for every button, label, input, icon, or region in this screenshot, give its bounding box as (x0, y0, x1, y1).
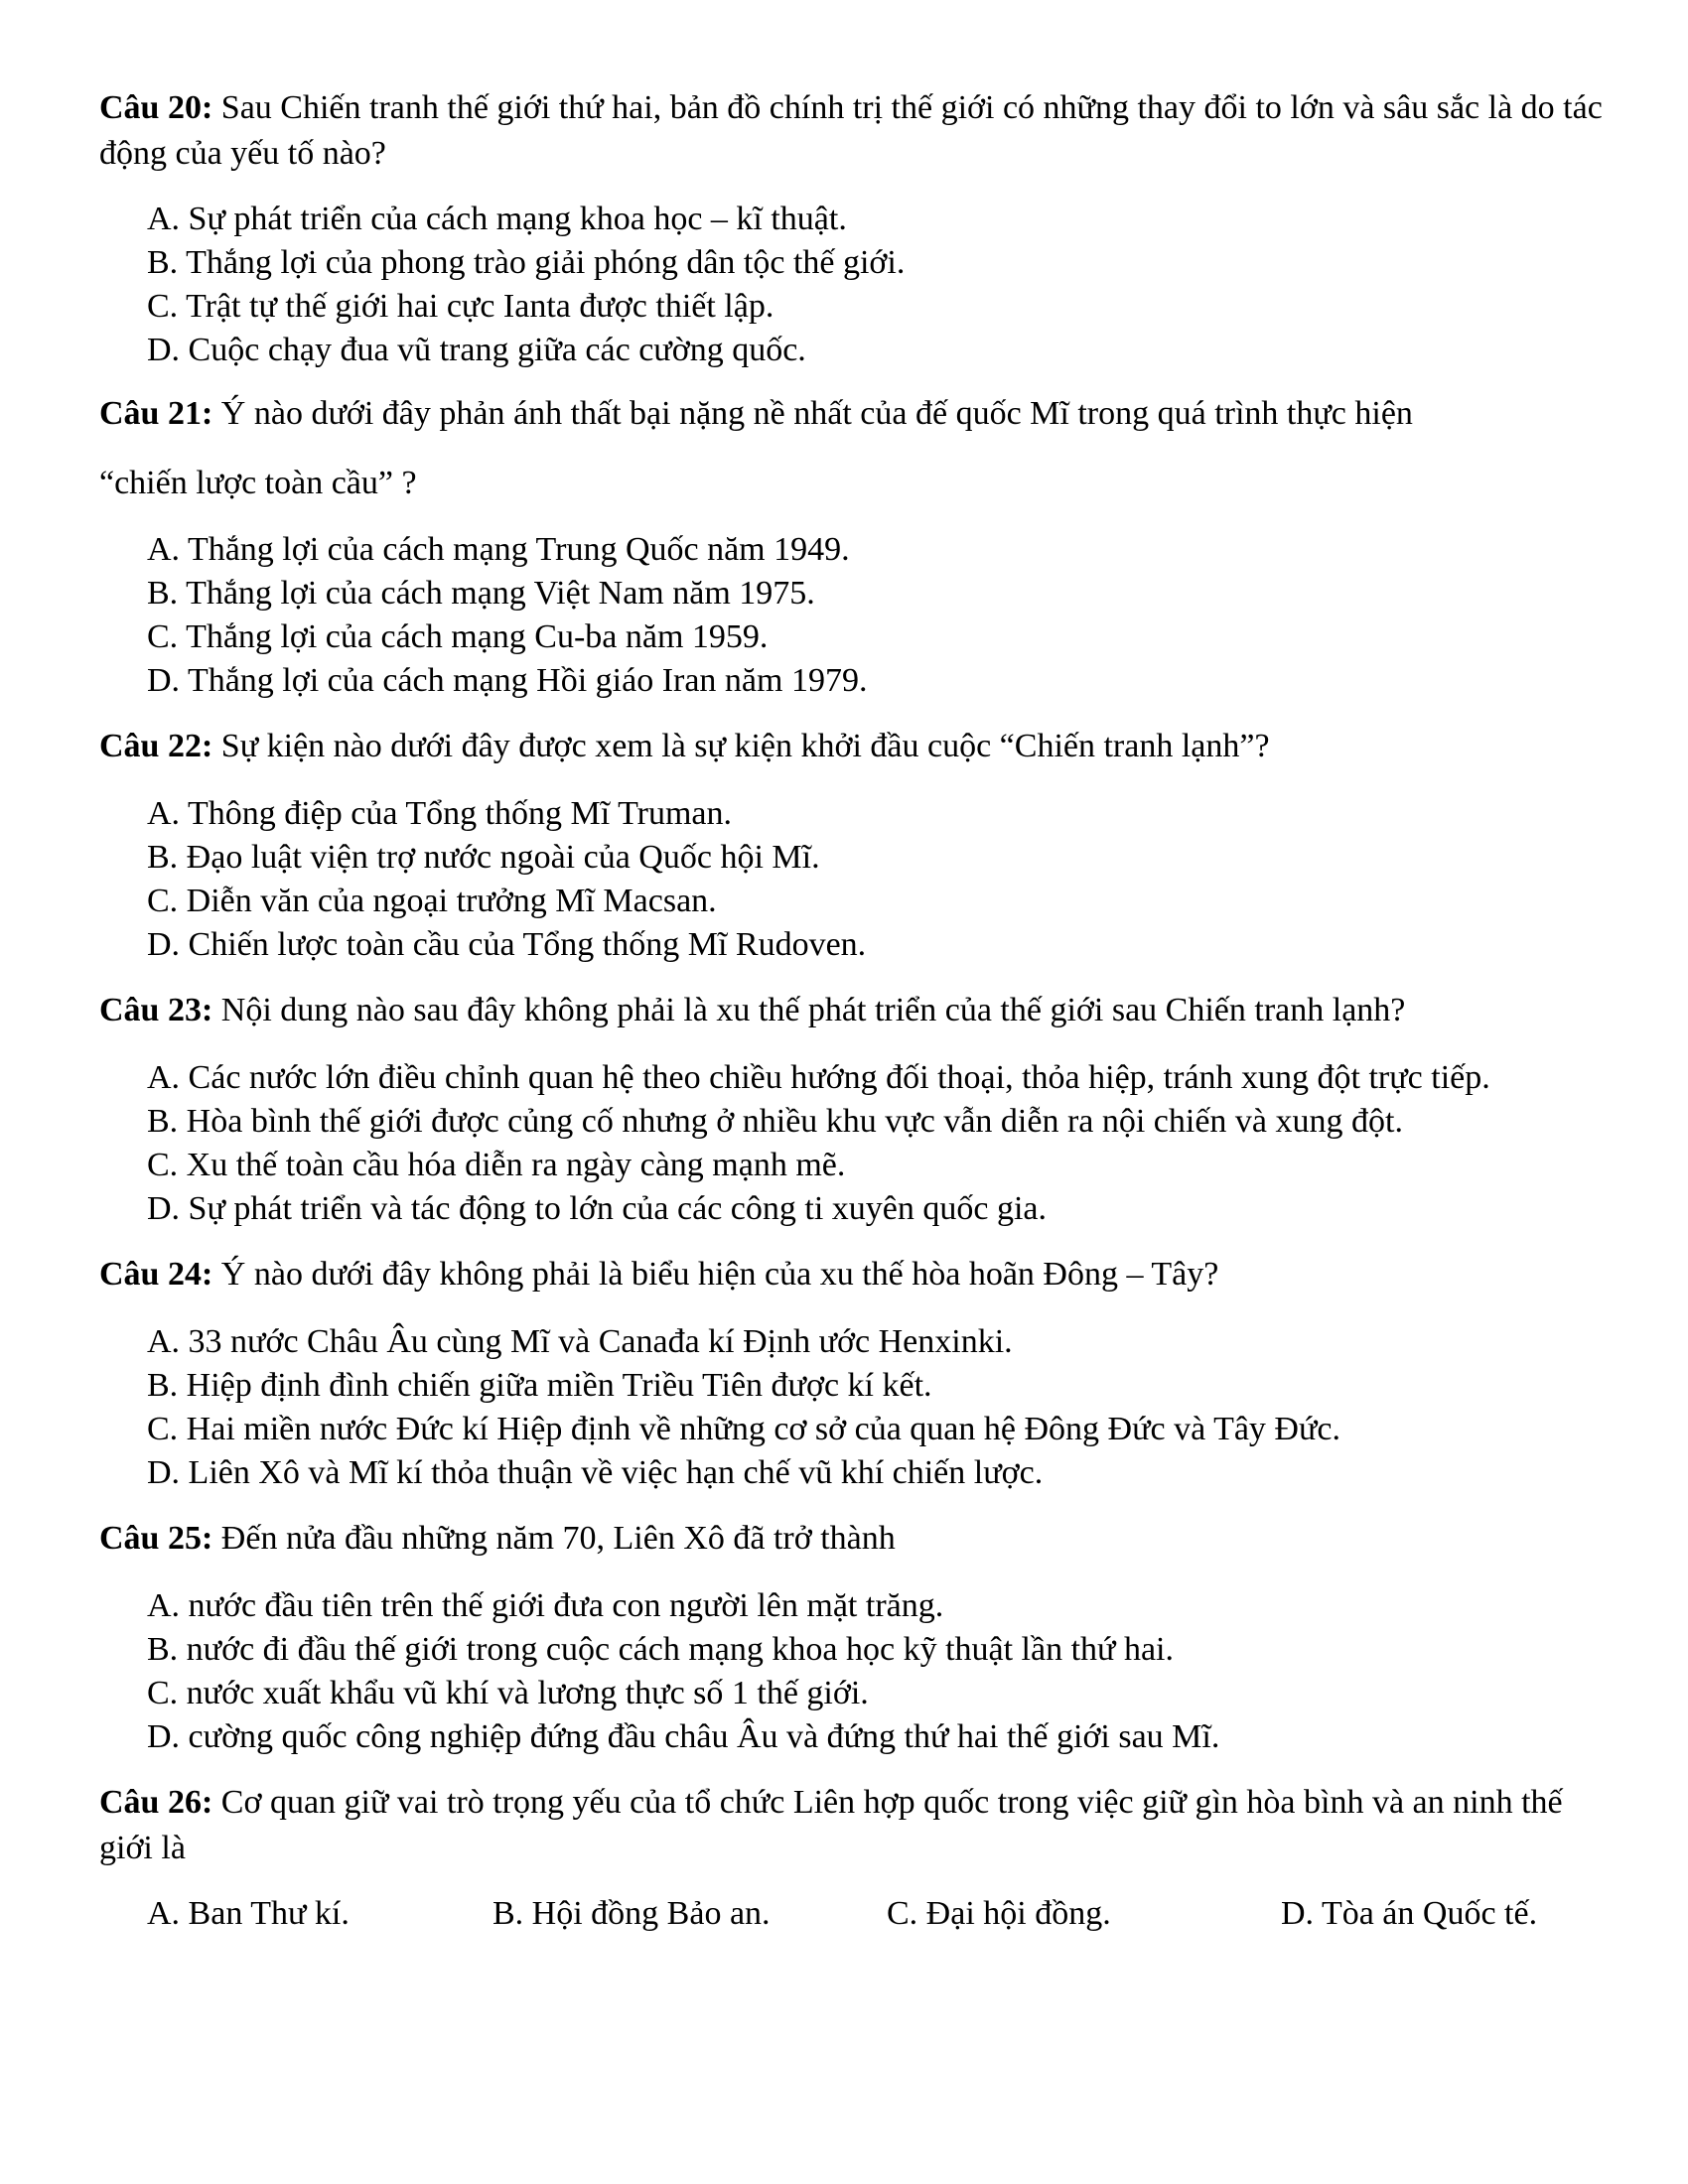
question-24-option-c: C. Hai miền nước Đức kí Hiệp định về những cơ sở của quan hệ Đông Đức và Tây Đức. (147, 1411, 1341, 1447)
question-26-stem (99, 1780, 1609, 1871)
question-25-option-c: C. nước xuất khẩu vũ khí và lương thực số 1 thế giới. (147, 1675, 869, 1711)
question-24-option-d: D. Liên Xô và Mĩ kí thỏa thuận về việc hạn chế vũ khí chiến lược. (147, 1454, 1044, 1491)
question-20-option-d: D. Cuộc chạy đua vũ trang giữa các cường quốc. (147, 332, 806, 368)
question-22-option-c: C. Diễn văn của ngoại trưởng Mĩ Macsan. (147, 883, 717, 919)
question-22-option-b: B. Đạo luật viện trợ nước ngoài của Quốc hội Mĩ. (147, 839, 820, 876)
question-text: Ý nào dưới đây không phải là biểu hiện của xu thế hòa hoãn Đông – Tây? (220, 1256, 1219, 1293)
question-24-option-a: A. 33 nước Châu Âu cùng Mĩ và Canađa kí Định ước Henxinki. (147, 1323, 1013, 1360)
question-26-option-b: B. Hội đồng Bảo an. (492, 1895, 771, 1932)
question-23-option-c: C. Xu thế toàn cầu hóa diễn ra ngày càng mạnh mẽ. (147, 1147, 846, 1183)
question-number: Câu 21: (99, 395, 213, 432)
question-25-option-d: D. cường quốc công nghiệp đứng đầu châu Âu và đứng thứ hai thế giới sau Mĩ. (147, 1718, 1220, 1755)
question-21-option-c: C. Thắng lợi của cách mạng Cu-ba năm 1959. (147, 618, 769, 655)
question-24-option-b: B. Hiệp định đình chiến giữa miền Triều Tiên được kí kết. (147, 1367, 932, 1404)
question-20-option-a: A. Sự phát triển của cách mạng khoa học – kĩ thuật. (147, 201, 847, 237)
question-23-option-a: A. Các nước lớn điều chỉnh quan hệ theo chiều hướng đối thoại, thỏa hiệp, tránh xung đột trực tiếp. (147, 1059, 1490, 1096)
question-number: Câu 20: (99, 89, 213, 126)
question-20-stem (99, 85, 1609, 177)
question-23-option-d: D. Sự phát triển và tác động to lớn của các công ti xuyên quốc gia. (147, 1190, 1047, 1227)
question-20-option-b: B. Thắng lợi của phong trào giải phóng dân tộc thế giới. (147, 244, 906, 281)
question-22-stem (99, 724, 1609, 769)
question-26-option-c: C. Đại hội đồng. (887, 1895, 1111, 1932)
question-number: Câu 25: (99, 1520, 213, 1557)
question-21-option-a: A. Thắng lợi của cách mạng Trung Quốc năm 1949. (147, 531, 850, 568)
question-text: Nội dung nào sau đây không phải là xu thế phát triển của thế giới sau Chiến tranh lạnh? (220, 992, 1406, 1028)
question-text: Ý nào dưới đây phản ánh thất bại nặng nề nhất của đế quốc Mĩ trong quá trình thực hiện (220, 395, 1413, 432)
question-21-stem-line2: “chiến lược toàn cầu” ? (99, 465, 417, 501)
question-21-option-b: B. Thắng lợi của cách mạng Việt Nam năm 1975. (147, 575, 815, 612)
question-number: Câu 26: (99, 1784, 213, 1821)
question-25-option-b: B. nước đi đầu thế giới trong cuộc cách mạng khoa học kỹ thuật lần thứ hai. (147, 1631, 1174, 1668)
question-text: Đến nửa đầu những năm 70, Liên Xô đã trở thành (220, 1520, 896, 1557)
question-25-stem (99, 1516, 1609, 1562)
question-number: Câu 24: (99, 1256, 213, 1293)
question-23-stem (99, 988, 1609, 1033)
question-text: Sự kiện nào dưới đây được xem là sự kiện khởi đầu cuộc “Chiến tranh lạnh”? (220, 728, 1270, 764)
question-24-stem (99, 1252, 1609, 1297)
question-22-option-a: A. Thông điệp của Tổng thống Mĩ Truman. (147, 795, 733, 832)
question-25-option-a: A. nước đầu tiên trên thế giới đưa con người lên mặt trăng. (147, 1587, 944, 1624)
question-26-option-d: D. Tòa án Quốc tế. (1281, 1895, 1538, 1932)
question-21-option-d: D. Thắng lợi của cách mạng Hồi giáo Iran năm 1979. (147, 662, 868, 699)
question-text: Sau Chiến tranh thế giới thứ hai, bản đồ chính trị thế giới có những thay đổi to lớn và sâu sắc là do tác động của yếu tố nào? (99, 89, 1603, 172)
question-20-option-c: C. Trật tự thế giới hai cực Ianta được thiết lập. (147, 288, 774, 325)
question-23-option-b: B. Hòa bình thế giới được củng cố nhưng ở nhiều khu vực vẫn diễn ra nội chiến và xung đột. (147, 1103, 1403, 1140)
question-text: Cơ quan giữ vai trò trọng yếu của tổ chức Liên hợp quốc trong việc giữ gìn hòa bình và an ninh thế giới là (99, 1784, 1563, 1866)
question-number: Câu 23: (99, 992, 213, 1028)
question-number: Câu 22: (99, 728, 213, 764)
question-26-option-a: A. Ban Thư kí. (147, 1895, 350, 1932)
question-22-option-d: D. Chiến lược toàn cầu của Tổng thống Mĩ Rudoven. (147, 926, 867, 963)
question-21-stem (99, 391, 1609, 437)
